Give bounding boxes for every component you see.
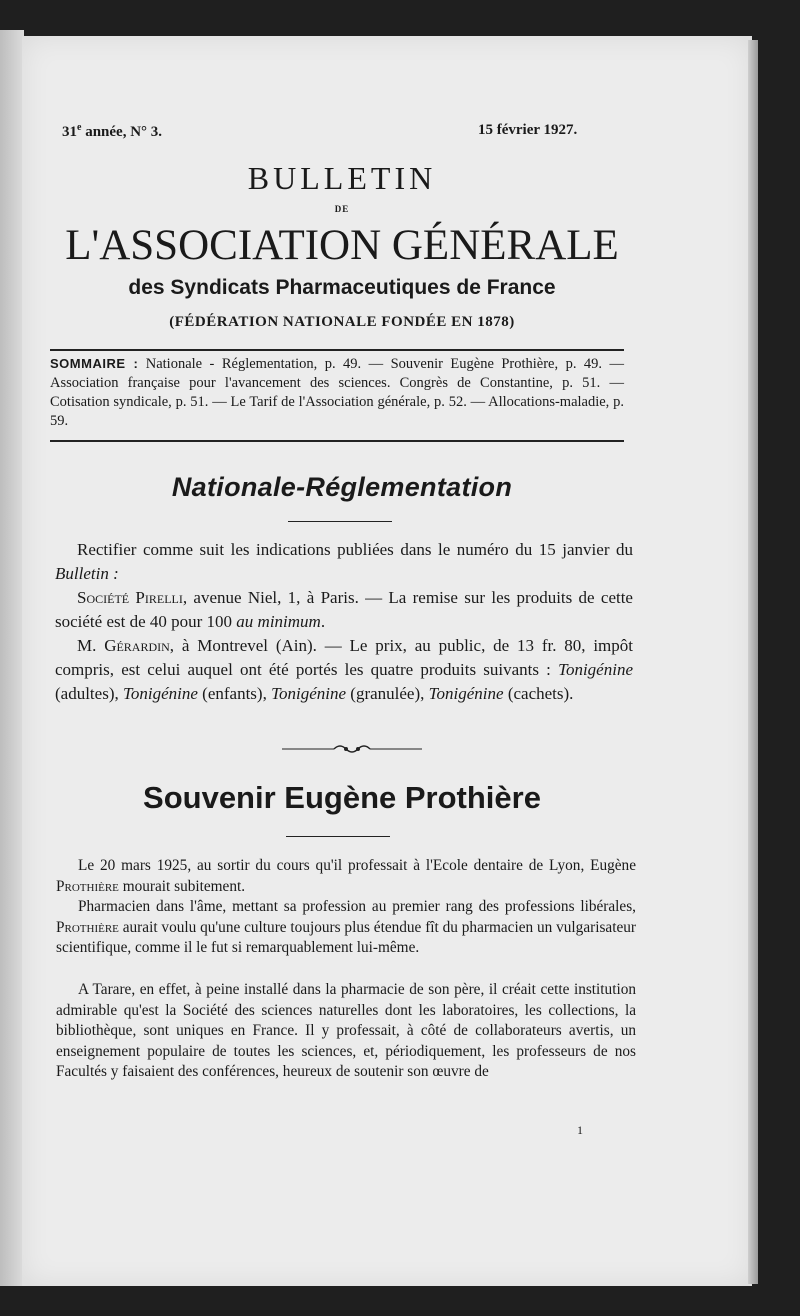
product-name: Tonigénine — [428, 684, 504, 703]
masthead-de: DE — [334, 204, 350, 214]
issue-date: 15 février 1927. — [478, 122, 578, 138]
text-run: (enfants), — [197, 684, 272, 703]
text-run: Rectifier comme suit les indications publiées dans le numéro du 15 janvier du — [77, 540, 633, 559]
sommaire-top-rule — [50, 349, 624, 351]
section-title-souvenir: Souvenir Eugène Prothière — [143, 780, 541, 815]
title-underline — [288, 521, 392, 522]
text-run: (cachets). — [503, 684, 574, 703]
text-run: aurait voulu qu'une culture toujours plus étendue fît du pharmacien un vulgarisateur scientifique, comme il le fut si remarquablement lui-même. — [56, 918, 636, 956]
masthead-federation: (FÉDÉRATION NATIONALE FONDÉE EN 1878) — [169, 314, 515, 330]
text-run: (granulée), — [346, 684, 429, 703]
paragraph-tarare: A Tarare, en effet, à peine installé dans la pharmacie de son père, il créait cette institution admirable qu'est la Société des sciences naturelles dont les laboratoires, les collections, la bibliothèque, sont uniques en France. Il y professait, à côté de collaborateurs avertis, un enseignement populaire de toutes les sciences, et, périodiquement, les professeurs de nos Facultés y faisaient des conférences, heureux de soutenir son œuvre de — [56, 981, 636, 1080]
text-run: M. — [77, 636, 105, 655]
text-run: Le 20 mars 1925, au sortir du cours qu'il professait à l'Ecole dentaire de Lyon, Eugène — [78, 857, 636, 874]
text-run: mourait subitement. — [118, 877, 246, 895]
paragraph-rectifier — [55, 538, 633, 586]
issue-rest: année, N° 3. — [81, 124, 163, 140]
page-number: 1 — [577, 1123, 583, 1137]
person-name: Gérardin — [104, 636, 170, 655]
text-run: , avenue Niel, 1, à Paris. — La remise sur les produits de cette société est de 40 pour 100 — [55, 588, 633, 631]
text-run: . — [320, 612, 326, 631]
masthead-syndicats: des Syndicats Pharmaceutiques de France — [128, 276, 556, 299]
text-run: , à Montrevel (Ain). — Le prix, au public, de 13 fr. 80, impôt compris, est celui auquel ont été portés les quatre produits suivants : — [55, 636, 633, 679]
paragraph-pirelli — [55, 586, 633, 634]
product-name: Tonigénine — [271, 684, 347, 703]
person-name: Prothière — [56, 877, 119, 895]
issue-superscript: e — [77, 122, 82, 133]
sommaire-text: Nationale - Réglementation, p. 49. — Souvenir Eugène Prothière, p. 49. — Association française pour l'avancement des sciences. Congrès de Constantine, p. 51. — Cotisation syndicale, p. 51. — Le Tarif de l'Association générale, p. 52. — Allocations-maladie, p. 59. — [50, 356, 624, 429]
company-name: Société Pirelli — [77, 588, 183, 607]
sommaire-bottom-rule — [50, 440, 624, 442]
scanned-page — [22, 36, 752, 1286]
paragraph-death — [56, 856, 636, 897]
facing-page-edge — [0, 30, 24, 1286]
product-name: Tonigénine — [122, 684, 198, 703]
page-edge-shadow — [748, 40, 758, 1284]
sommaire — [50, 354, 624, 431]
issue-number: 31 — [62, 124, 77, 140]
text-run: (adultes), — [55, 684, 123, 703]
person-name: Prothière — [56, 918, 119, 936]
text-run: Pharmacien dans l'âme, mettant sa profession au premier rang des professions libérales, — [78, 898, 636, 915]
title-underline — [286, 836, 390, 837]
issue-info — [62, 122, 162, 141]
paragraph-pharmacien — [56, 897, 636, 959]
masthead-bulletin: BULLETIN — [247, 160, 437, 196]
ornament-divider — [282, 742, 422, 756]
section-title-nationale: Nationale-Réglementation — [171, 472, 513, 502]
sommaire-label: SOMMAIRE : — [50, 356, 139, 371]
text-run-italic: Bulletin : — [55, 564, 119, 583]
product-name: Tonigénine — [558, 660, 633, 679]
paragraph-gerardin — [55, 634, 633, 706]
masthead-association: L'ASSOCIATION GÉNÉRALE — [65, 222, 619, 269]
text-run-italic: au minimum — [236, 612, 321, 631]
